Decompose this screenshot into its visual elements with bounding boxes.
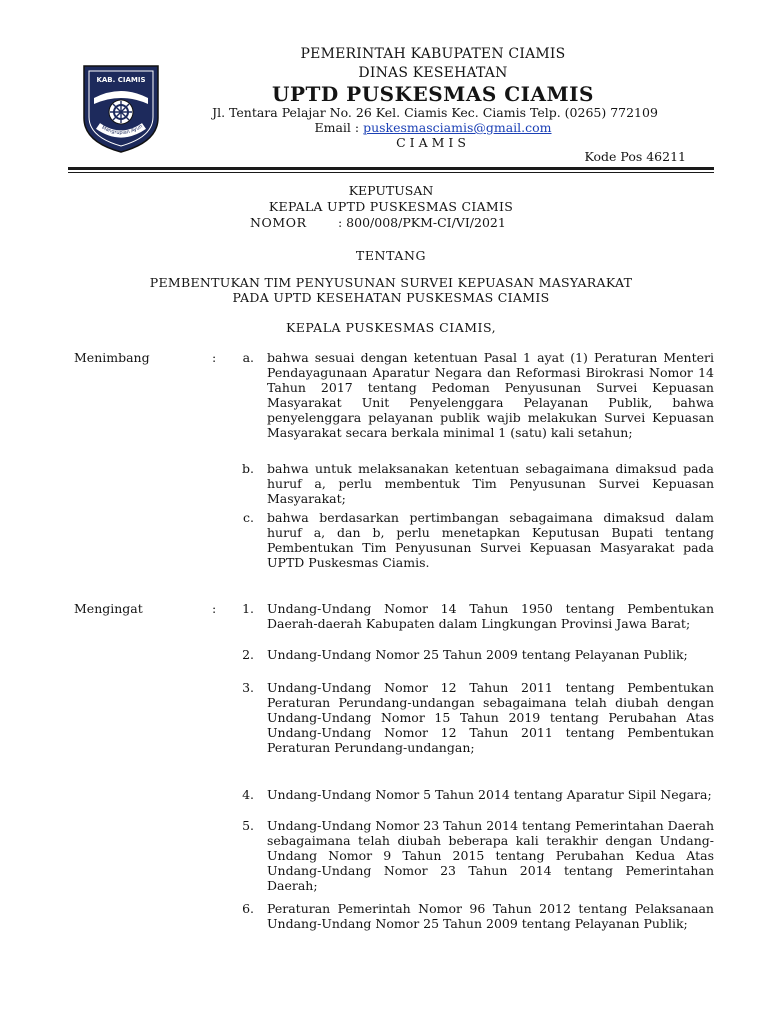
mengingat-item-2: Undang-Undang Nomor 25 Tahun 2009 tentang Pelayanan Publik; — [267, 647, 688, 662]
decree-about-heading: TENTANG — [355, 248, 427, 263]
mengingat-marker-5: 5. — [242, 818, 254, 833]
mengingat-item-1: Undang-Undang Nomor 14 Tahun 1950 tentang Pembentukan Daerah-daerah Kabupaten dalam Lingkungan Provinsi Jawa Barat; — [267, 601, 714, 631]
mengingat-marker-1: 1. — [242, 601, 254, 616]
logo-motto-text: Mangrupian Ayun — [100, 123, 144, 137]
logo-top-text: KAB. CIAMIS — [96, 76, 146, 84]
menimbang-item-c: bahwa berdasarkan pertimbangan sebagaimana dimaksud dalam huruf a, dan b, perlu menetapkan Keputusan Bupati tentang Pembentukan Tim Penyusunan Survei Kepuasan Masyarakat pada UPTD Puskesmas Ciamis. — [267, 510, 714, 570]
decree-number-value: : 800/008/PKM-CI/VI/2021 — [338, 215, 506, 230]
menimbang-marker-b: b. — [242, 461, 254, 476]
mengingat-marker-6: 6. — [242, 901, 254, 916]
decree-number — [250, 215, 506, 230]
mengingat-marker-2: 2. — [242, 647, 254, 662]
mengingat-label: Mengingat — [74, 601, 143, 616]
letterhead-divider-thick — [68, 167, 714, 170]
regency-crest-icon — [80, 62, 162, 154]
decree-subject-line-1: PEMBENTUKAN TIM PENYUSUNAN SURVEI KEPUASAN MASYARAKAT — [149, 275, 633, 290]
menimbang-label: Menimbang — [74, 350, 150, 365]
menimbang-marker-c: c. — [243, 510, 254, 525]
decree-subject-line-2: PADA UPTD KESEHATAN PUSKESMAS CIAMIS — [232, 290, 550, 305]
mengingat-marker-4: 4. — [242, 787, 254, 802]
decree-number-label: NOMOR — [250, 215, 307, 230]
decree-issuer: KEPALA UPTD PUSKESMAS CIAMIS — [268, 199, 514, 214]
menimbang-item-a: bahwa sesuai dengan ketentuan Pasal 1 ayat (1) Peraturan Menteri Pendayagunaan Aparatur Negara dan Reformasi Birokrasi Nomor 14 Tahun 2017 tentang Pedoman Penyusunan Survei Kepuasan Masyarakat Unit Penyelenggara Pelayanan Publik, bahwa penyelenggara pelayanan publik wajib melakukan Survei Kepuasan Masyarakat secara berkala minimal 1 (satu) kali setahun; — [267, 350, 714, 440]
menimbang-item-b: bahwa untuk melaksanakan ketentuan sebagaimana dimaksud pada huruf a, perlu membentuk Tim Penyusunan Survei Kepuasan Masyarakat; — [267, 461, 714, 506]
address-line: Jl. Tentara Pelajar No. 26 Kel. Ciamis Kec. Ciamis Telp. (0265) 772109 — [212, 105, 658, 120]
menimbang-colon: : — [212, 350, 217, 365]
mengingat-item-6: Peraturan Pemerintah Nomor 96 Tahun 2012 tentang Pelaksanaan Undang-Undang Nomor 25 Tahun 2009 tentang Pelayanan Publik; — [267, 901, 714, 931]
email-link[interactable]: puskesmasciamis@gmail.com — [363, 120, 552, 135]
letterhead-divider-thin — [68, 172, 714, 173]
government-name: PEMERINTAH KABUPATEN CIAMIS — [300, 46, 566, 62]
mengingat-item-3: Undang-Undang Nomor 12 Tahun 2011 tentang Pembentukan Peraturan Perundang-undangan sebagaimana telah diubah dengan Undang-Undang Nomor 15 Tahun 2019 tentang Perubahan Atas Undang-Undang Nomor 12 Tahun 2011 tentang Pembentukan Peraturan Perundang-undangan; — [267, 680, 714, 755]
mengingat-marker-3: 3. — [242, 680, 254, 695]
department-name: DINAS KESEHATAN — [358, 65, 508, 81]
email-line — [190, 120, 676, 136]
email-label: Email : — [314, 120, 364, 135]
mengingat-item-5: Undang-Undang Nomor 23 Tahun 2014 tentang Pemerintahan Daerah sebagaimana telah diubah beberapa kali terakhir dengan Undang-Undang Nomor 9 Tahun 2015 tentang Perubahan Kedua Atas Undang-Undang Nomor 23 Tahun 2014 tentang Pemerintahan Daerah; — [267, 818, 714, 893]
city-name: CIAMIS — [396, 135, 470, 150]
mengingat-item-4: Undang-Undang Nomor 5 Tahun 2014 tentang Aparatur Sipil Negara; — [267, 787, 712, 802]
decree-heading: KEPUTUSAN — [348, 183, 434, 198]
institution-name: UPTD PUSKESMAS CIAMIS — [272, 82, 594, 106]
decree-head-title: KEPALA PUSKESMAS CIAMIS, — [285, 320, 497, 335]
postal-code: Kode Pos 46211 — [584, 149, 686, 164]
menimbang-marker-a: a. — [242, 350, 254, 365]
mengingat-colon: : — [212, 601, 217, 616]
